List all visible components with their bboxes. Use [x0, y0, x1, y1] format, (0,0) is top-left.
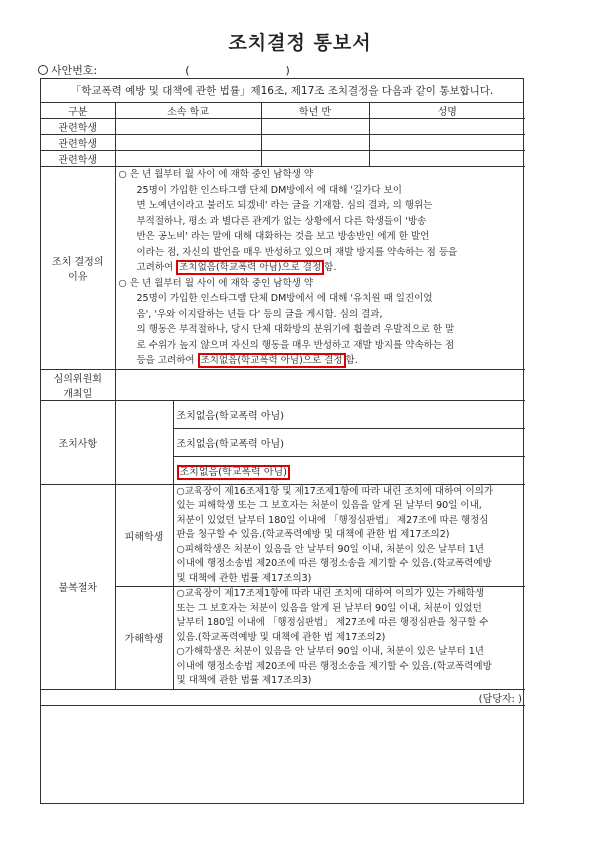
document-title: 조치결정 통보서	[228, 32, 372, 54]
appeal-victim-row	[41, 484, 525, 587]
committee-label-line2: 개최일	[63, 388, 93, 400]
reason2-line: 25명이 가입한 인스타그램 단체 DM방에서 에 대해 '유치원 때 일진이었	[136, 293, 433, 304]
committee-label	[41, 369, 115, 400]
victim-line: 판을 청구할 수 있음.(학교폭력예방 및 대책에 관한 법 제17조의2)	[176, 529, 450, 540]
reason1-prefix: 고려하여	[136, 262, 177, 273]
reason1-line: 면 노예년이라고 불러도 되겠네' 라는 글을 기재함. 심의 결과, 의 행위는	[136, 200, 433, 211]
offender-line: ○가해학생은 처분이 있음을 안 날부터 90일 이내, 처분이 있은 날부터 1년	[176, 646, 484, 657]
reason2-line: 로 수위가 높지 않으며 자신의 행동을 매우 반성하고 재발 방지를 약속하는 점	[136, 339, 455, 351]
grade-cell[interactable]	[261, 135, 369, 151]
school-cell[interactable]	[115, 151, 261, 167]
measure-item: 조치없음(학교폭력 아님)	[173, 400, 525, 428]
table-row	[41, 151, 525, 167]
measure-row	[41, 400, 525, 428]
reason-label-line2: 이유	[68, 271, 88, 283]
notice-form	[40, 78, 524, 804]
highlighted-decision: 조치없음(학교폭력 아님)으로 결정	[198, 353, 346, 368]
victim-line: 있는 피해학생 또는 그 보호자는 처분이 있음을 알게 된 날부터 90일 이내,	[176, 500, 482, 511]
school-cell[interactable]	[115, 119, 261, 135]
reason1-line: 25명이 가입한 인스타그램 단체 DM방에서 에 대해 '길가다 보이	[136, 184, 402, 196]
case-number-line	[38, 62, 290, 78]
form-header: 「학교폭력 예방 및 대책에 관한 법률」제16조, 제17조 조치결정을 다음과 같이 통보합니다.	[41, 79, 523, 103]
case-number-label: 사안번호:	[51, 64, 98, 77]
name-cell[interactable]	[369, 119, 525, 135]
case-number-open: (	[185, 64, 190, 77]
table-header-row	[41, 103, 525, 119]
reason1-line: ○ 은 년 월부터 월 사이 에 재학 중인 남학생 약	[118, 169, 313, 180]
victim-line: ○피해학생은 처분이 있음을 안 날부터 90일 이내, 처분이 있은 날부터 1년	[176, 543, 484, 555]
committee-label-line1: 심의위원회	[53, 373, 102, 385]
offender-line: 또는 그 보호자는 처분이 있음을 알게 된 날부터 90일 이내, 처분이 있었던	[176, 602, 482, 614]
reason1-line: 반은 공노비' 라는 말에 대해 대화하는 것을 보고 방송반인 에게 한 발언	[136, 231, 430, 242]
case-number-close: )	[285, 64, 290, 77]
related-student-label: 관련학생	[41, 119, 115, 135]
school-cell[interactable]	[115, 135, 261, 151]
decision-table	[41, 103, 525, 706]
committee-row	[41, 369, 525, 400]
reason2-line: 음', '우와 이지랄하는 년들 다' 등의 글을 게시함. 심의 결과,	[136, 308, 383, 320]
victim-line: 처분이 있었던 날부터 180일 이내에 「행정심판법」 제27조에 따른 행정심	[176, 514, 489, 526]
measures-spacer	[115, 400, 173, 484]
reason1-line: 이라는 점, 자신의 발언을 매우 반성하고 있으며 재발 방지를 약속하는 점 등을	[136, 246, 458, 258]
name-cell[interactable]	[369, 135, 525, 151]
related-student-label: 관련학생	[41, 151, 115, 167]
header-grade: 학년 반	[261, 103, 369, 119]
offender-procedure	[173, 587, 525, 690]
header-name: 성명	[369, 103, 525, 119]
offender-line: ○교육장이 제17조제1항에 따라 내린 조치에 대하여 이의가 있는 가해학생	[176, 588, 485, 599]
reason1-line	[119, 260, 523, 276]
highlighted-decision: 조치없음(학교폭력 아님)으로 결정	[176, 260, 324, 275]
footer-row	[41, 689, 525, 705]
reason2-line: 의 행동은 부적절하나, 당시 단체 대화방의 분위기에 휩쓸려 우발적으로 한 말	[136, 324, 455, 335]
header-category: 구분	[41, 103, 115, 119]
measure-item	[173, 456, 525, 484]
reason-text	[115, 167, 525, 370]
offender-label: 가해학생	[115, 587, 173, 690]
reason2-line	[119, 353, 523, 369]
reason1-suffix: 함.	[324, 262, 337, 273]
committee-date-cell[interactable]	[115, 369, 525, 400]
related-student-label: 관련학생	[41, 135, 115, 151]
offender-line: 및 대책에 관한 법률 제17조의3)	[176, 675, 312, 686]
highlighted-measure: 조치없음(학교폭력 아님)	[177, 465, 291, 480]
reason2-suffix: 함.	[345, 355, 358, 366]
victim-line: ○교육장이 제16조제1항 및 제17조제1항에 따라 내린 조치에 대하여 이의가	[176, 485, 493, 497]
measures-label: 조치사항	[41, 400, 115, 484]
staff-contact: (담당자: )	[41, 689, 525, 705]
reason-label	[41, 167, 115, 370]
offender-line: 이내에 행정소송법 제20조에 따른 행정소송을 제기할 수 있음.(학교폭력예방	[176, 660, 492, 672]
reason-label-line1: 조치 결정의	[52, 256, 104, 268]
header-school: 소속 학교	[115, 103, 261, 119]
reason2-prefix: 등을 고려하여	[136, 355, 198, 366]
table-row	[41, 135, 525, 151]
offender-line: 있음.(학교폭력예방 및 대책에 관한 법 제17조의2)	[176, 631, 386, 643]
measure-item: 조치없음(학교폭력 아님)	[173, 428, 525, 456]
grade-cell[interactable]	[261, 119, 369, 135]
name-cell[interactable]	[369, 151, 525, 167]
victim-line: 이내에 행정소송법 제20조에 따른 행정소송을 제기할 수 있음.(학교폭력예방	[176, 558, 492, 569]
reason2-line: ○ 은 년 월부터 월 사이 에 재학 중인 남학생 약	[118, 277, 313, 289]
table-row	[41, 119, 525, 135]
victim-procedure	[173, 484, 525, 587]
appeal-label: 불복절차	[41, 484, 115, 689]
grade-cell[interactable]	[261, 151, 369, 167]
reason-row	[41, 167, 525, 370]
victim-label: 피해학생	[115, 484, 173, 587]
circle-bullet-icon	[38, 65, 48, 75]
victim-line: 및 대책에 관한 법률 제17조의3)	[176, 572, 312, 584]
reason1-line: 부적절하나, 평소 과 별다른 관계가 없는 상황에서 다른 학생들이 '방송	[136, 215, 427, 227]
offender-line: 날부터 180일 이내에 「행정심판법」 제27조에 따른 행정심판을 청구할 수	[176, 617, 489, 628]
